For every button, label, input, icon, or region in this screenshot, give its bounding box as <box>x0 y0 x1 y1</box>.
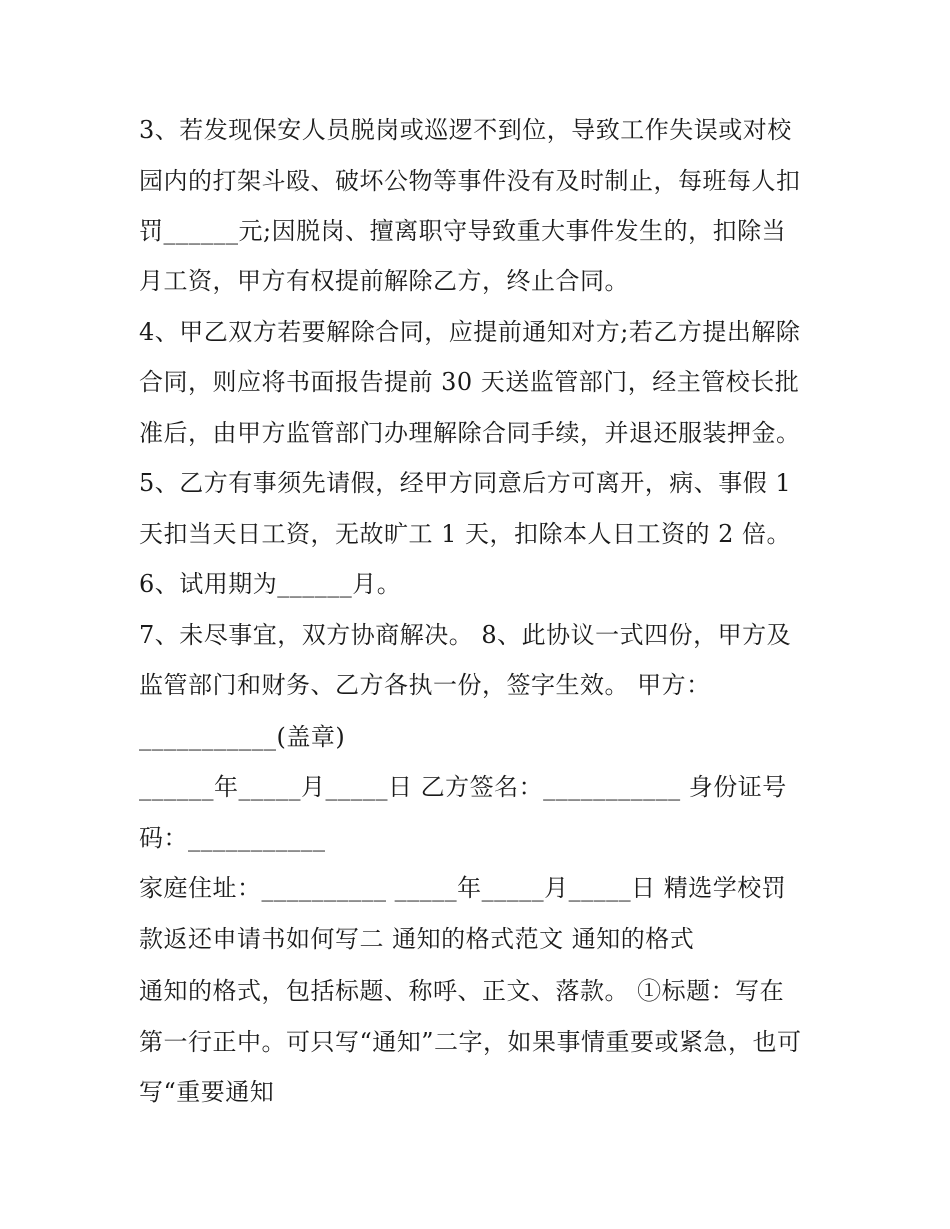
text-line: 5、乙方有事须先请假，经甲方同意后方可离开，病、事假 1 <box>139 469 792 497</box>
text-line: 月工资，甲方有权提前解除乙方，终止合同。 <box>139 267 629 295</box>
text-line: ___________(盖章) <box>139 723 346 751</box>
text-line: 园内的打架斗殴、破坏公物等事件没有及时制止，每班每人扣 <box>139 167 801 195</box>
text-line: 款返还申请书如何写二 通知的格式范文 通知的格式 <box>139 925 695 953</box>
text-line: 家庭住址：__________ _____年_____月_____日 精选学校罚 <box>139 874 787 902</box>
text-line: 准后，由甲方监管部门办理解除合同手续，并退还服装押金。 <box>139 419 801 447</box>
text-line: 第一行正中。可只写“通知”二字，如果事情重要或紧急，也可 <box>139 1028 802 1056</box>
text-line: 7、未尽事宜，双方协商解决。 8、此协议一式四份，甲方及 <box>139 621 792 649</box>
text-line: 通知的格式，包括标题、称呼、正文、落款。 ①标题：写在 <box>139 977 785 1005</box>
text-line: 码：___________ <box>139 824 326 852</box>
text-line: 天扣当天日工资，无故旷工 1 天，扣除本人日工资的 2 倍。 <box>139 520 792 548</box>
text-line: 写“重要通知 <box>139 1078 275 1106</box>
text-line: 4、甲乙双方若要解除合同，应提前通知对方;若乙方提出解除 <box>139 318 801 346</box>
text-line: 监管部门和财务、乙方各执一份，签字生效。 甲方： <box>139 671 711 699</box>
text-line: 3、若发现保安人员脱岗或巡逻不到位，导致工作失误或对校 <box>139 116 792 144</box>
text-line: 罚______元;因脱岗、擅离职守导致重大事件发生的，扣除当 <box>139 217 787 245</box>
text-line: ______年_____月_____日 乙方签名：___________ 身份证号 <box>139 773 787 801</box>
text-line: 合同，则应将书面报告提前 30 天送监管部门，经主管校长批 <box>139 368 800 396</box>
text-line: 6、试用期为______月。 <box>139 570 402 598</box>
